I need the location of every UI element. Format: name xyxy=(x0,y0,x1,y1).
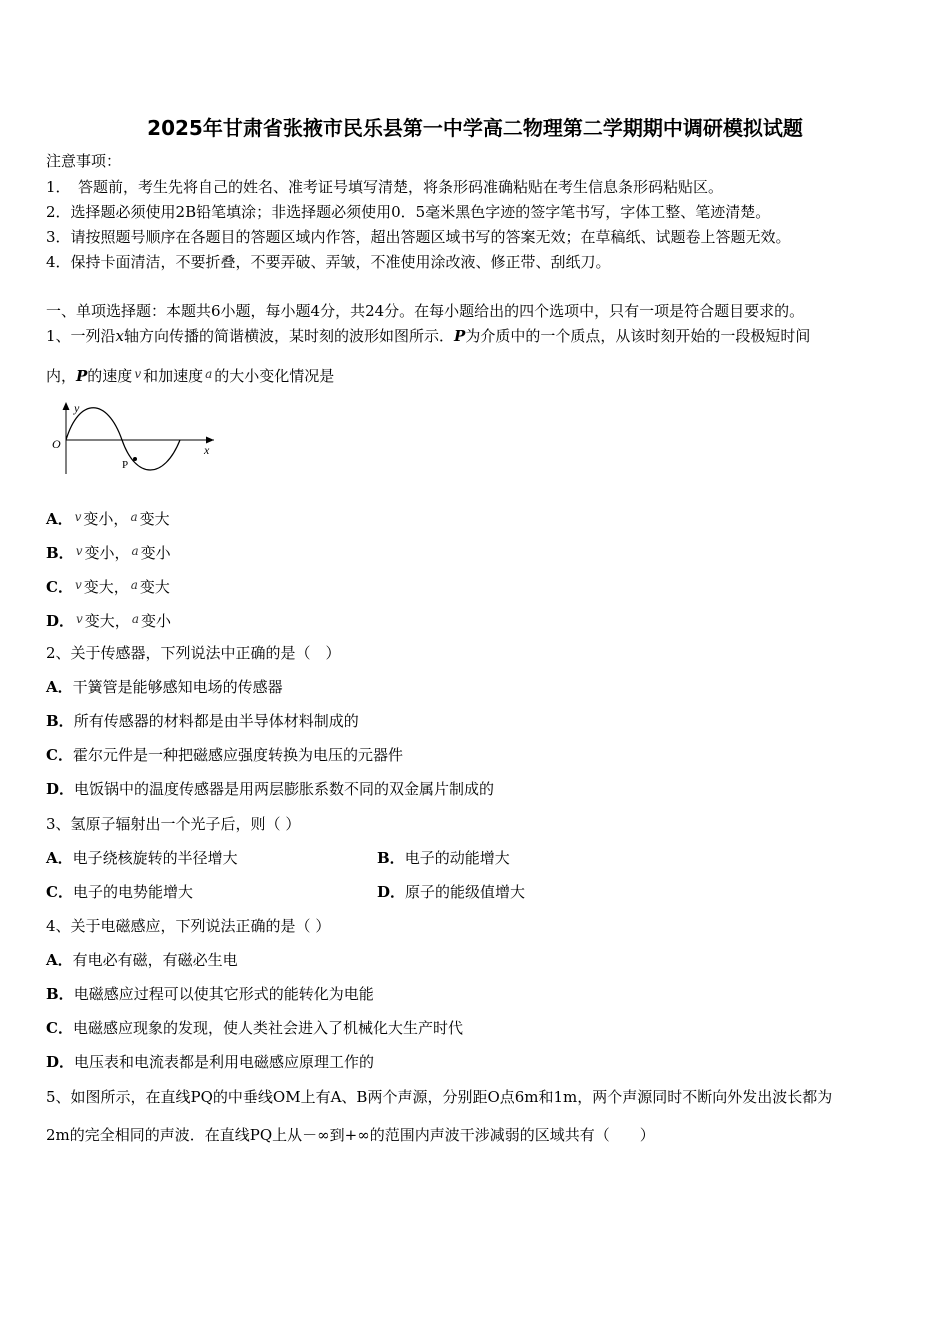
option-text: 电子的动能增大 xyxy=(404,849,510,867)
option-letter: B． xyxy=(46,985,74,1003)
p-label: P xyxy=(122,459,129,471)
q3-stem: 3、氢原子辐射出一个光子后，则（ ） xyxy=(46,815,301,833)
q2-option-d xyxy=(46,779,494,799)
q2-option-c xyxy=(46,745,403,765)
section-heading: 一、单项选择题：本题共6小题，每小题4分，共24分。在每小题给出的四个选项中，只有一项是符合题目要求的。 xyxy=(46,302,805,320)
point-p xyxy=(133,457,137,461)
option-text: 电磁感应过程可以使其它形式的能转化为电能 xyxy=(73,985,374,1003)
option-text: 电磁感应现象的发现，使人类社会进入了机械化大生产时代 xyxy=(72,1019,463,1037)
q1-text: 的大小变化情况是 xyxy=(214,367,335,385)
q1-stem-line1 xyxy=(46,326,810,346)
q4-option-d xyxy=(46,1052,374,1072)
option-text: 霍尔元件是一种把磁感应强度转换为电压的元器件 xyxy=(72,746,403,764)
option-text: 变大 xyxy=(139,510,170,528)
q1-stem-line2 xyxy=(46,364,334,386)
q5-stem-line2: 2m的完全相同的声波．在直线PQ上从－∞到+∞的范围内声波干涉减弱的区域共有（ ） xyxy=(46,1126,655,1144)
q1-option-d xyxy=(46,609,171,631)
q1-var-v: v xyxy=(74,578,82,592)
x-label: x xyxy=(204,443,210,457)
option-text: 变小， xyxy=(84,544,130,562)
q1-option-c xyxy=(46,575,170,597)
option-letter: A． xyxy=(46,678,73,696)
q1-var-v: v xyxy=(74,510,82,524)
notice-item: 4．保持卡面清洁，不要折叠，不要弄破、弄皱，不准使用涂改液、修正带、刮纸刀。 xyxy=(46,253,611,271)
option-text: 电饭锅中的温度传感器是用两层膨胀系数不同的双金属片制成的 xyxy=(74,780,495,798)
option-letter: A． xyxy=(46,510,73,528)
q4-stem: 4、关于电磁感应，下列说法正确的是（ ） xyxy=(46,917,331,935)
q1-option-b xyxy=(46,541,171,563)
wave-figure xyxy=(46,398,221,478)
q1-var-p: P xyxy=(454,327,466,345)
q3-option-d xyxy=(377,882,525,902)
notice-item: 2．选择题必须使用2B铅笔填涂；非选择题必须使用0．5毫米黑色字迹的签字笔书写，字体工整、笔迹清楚。 xyxy=(46,203,771,221)
option-text: 电子绕核旋转的半径增大 xyxy=(72,849,238,867)
option-letter: D． xyxy=(46,1053,75,1071)
y-axis-arrow xyxy=(63,402,70,410)
q1-var-a: a xyxy=(130,578,138,592)
option-letter: C． xyxy=(46,1019,73,1037)
q4-option-b xyxy=(46,984,374,1004)
q1-var-v: v xyxy=(76,612,83,626)
q1-option-a xyxy=(46,507,170,529)
option-letter: B． xyxy=(377,849,405,867)
option-text: 原子的能级值增大 xyxy=(405,883,526,901)
option-letter: B． xyxy=(46,712,74,730)
q1-var-p: P xyxy=(76,367,88,385)
q3-option-c xyxy=(46,882,193,902)
option-text: 电压表和电流表都是利用电磁感应原理工作的 xyxy=(74,1053,375,1071)
option-text: 所有传感器的材料都是由半导体材料制成的 xyxy=(73,712,359,730)
option-text: 电子的电势能增大 xyxy=(72,883,193,901)
q1-text: 轴方向传播的简谐横波，某时刻的波形如图所示． xyxy=(124,327,455,345)
option-text: 变小， xyxy=(83,510,129,528)
option-letter: D． xyxy=(46,780,75,798)
q1-text: 为介质中的一个质点，从该时刻开始的一段极短时间 xyxy=(465,327,811,345)
q1-var-x: x xyxy=(115,327,125,345)
q1-text: 内， xyxy=(46,367,77,385)
option-text: 变大， xyxy=(83,578,129,596)
notice-heading: 注意事项： xyxy=(46,152,122,170)
q1-var-a: a xyxy=(131,612,139,626)
q1-var-a: a xyxy=(205,367,213,381)
q2-stem: 2、关于传感器，下列说法中正确的是（ ） xyxy=(46,644,341,662)
q1-var-v: v xyxy=(134,367,142,381)
q3-option-a xyxy=(46,848,238,868)
notice-item: 1． 答题前，考生先将自己的姓名、准考证号填写清楚，将条形码准确粘贴在考生信息条形码粘贴区。 xyxy=(46,178,724,196)
option-letter: C． xyxy=(46,578,73,596)
option-letter: B． xyxy=(46,544,74,562)
q1-var-a: a xyxy=(131,544,139,558)
page-title: 2025年甘肃省张掖市民乐县第一中学高二物理第二学期期中调研模拟试题 xyxy=(147,116,803,140)
option-text: 有电必有磁，有磁必生电 xyxy=(72,951,238,969)
q2-option-b xyxy=(46,711,359,731)
q5-stem-line1: 5、如图所示，在直线PQ的中垂线OM上有A、B两个声源，分别距O点6m和1m，两个声源同时不断向外发出波长都为 xyxy=(46,1088,833,1106)
q1-var-v: v xyxy=(75,544,83,558)
q1-var-a: a xyxy=(130,510,138,524)
option-letter: D． xyxy=(46,612,75,630)
option-text: 变大 xyxy=(139,578,170,596)
q1-text: 1、一列沿 xyxy=(46,327,116,345)
option-text: 变大， xyxy=(84,612,130,630)
q1-text: 的速度 xyxy=(87,367,133,385)
q2-option-a xyxy=(46,677,283,697)
option-letter: A． xyxy=(46,951,73,969)
origin-label: O xyxy=(52,437,61,451)
option-letter: D． xyxy=(377,883,406,901)
notice-item: 3．请按照题号顺序在各题目的答题区域内作答，超出答题区域书写的答案无效；在草稿纸、试题卷上答题无效。 xyxy=(46,228,791,246)
q1-text: 和加速度 xyxy=(143,367,204,385)
option-text: 变小 xyxy=(140,612,171,630)
option-text: 变小 xyxy=(140,544,171,562)
option-letter: C． xyxy=(46,883,73,901)
q4-option-c xyxy=(46,1018,463,1038)
q3-option-b xyxy=(377,848,510,868)
q4-option-a xyxy=(46,950,238,970)
option-letter: C． xyxy=(46,746,73,764)
y-label: y xyxy=(74,401,80,415)
option-letter: A． xyxy=(46,849,73,867)
option-text: 干簧管是能够感知电场的传感器 xyxy=(72,678,283,696)
